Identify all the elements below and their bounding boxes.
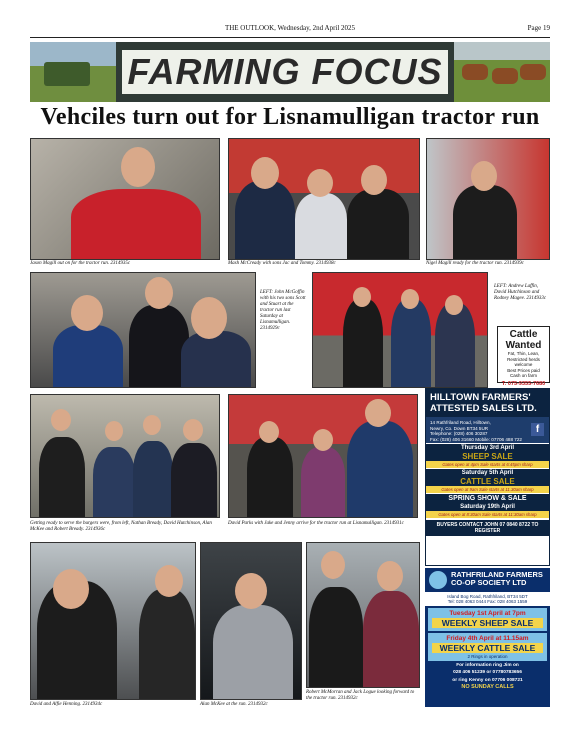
photo-alan-mckee	[200, 542, 302, 700]
figure-head	[145, 277, 173, 309]
figure	[129, 305, 189, 387]
caption-6: Getting ready to serve the burgers were, from left, Nathan Bready, David Hutchinson, Alan McKee and Robert Bready. 2314936c	[30, 521, 212, 532]
caption-3: Nigel Magill ready for the tractor run. 2314939c	[426, 261, 524, 266]
figure-head	[471, 161, 497, 191]
coop-logo-icon	[429, 571, 447, 589]
sale-date: Tuesday 1st April at 7pm	[449, 610, 526, 617]
figure-head	[235, 573, 267, 609]
running-head-title: THE OUTLOOK, Wednesday, 2nd April 2025	[224, 24, 356, 32]
sale-note: 2 Rings in operation	[467, 654, 508, 659]
address-line: 14 Rathfriland Road, Hilltown,	[430, 420, 491, 425]
photo-david-parks	[228, 394, 418, 518]
figure-head	[105, 421, 123, 441]
sale-date: Friday 4th April at 11.15am	[446, 635, 529, 642]
caption-10: Robert McMorran and Jack Logue looking forward to the tractor run. 2314932c	[306, 690, 415, 701]
ad-title: RATHFRILAND FARMERS CO-OP SOCIETY LTD	[451, 570, 543, 587]
top-rule	[30, 37, 550, 38]
sale-date: Saturday 5th April	[426, 469, 549, 477]
figure-head	[313, 429, 333, 451]
photo-mcgoffin-family	[30, 272, 256, 388]
figure	[71, 189, 201, 259]
cattle-wanted-ad	[497, 326, 550, 387]
ad-title: Wanted	[505, 340, 542, 351]
figure-head	[53, 569, 89, 609]
photo-nigel-magill	[426, 138, 550, 260]
sale-name: CATTLE SALE	[426, 477, 549, 486]
figure	[39, 437, 85, 517]
address-line: Telephone: (028) 406 30287	[430, 431, 488, 437]
photo-laffin-hutchinson-magee	[312, 272, 488, 388]
caption-2: Mash McCready with sons Jac and Tommy. 2314938c	[228, 261, 336, 266]
address-line: Island Bog Road, Rathfriland, BT34 5DT	[447, 594, 528, 599]
figure	[53, 325, 123, 387]
figure	[391, 299, 431, 387]
sale-date: Thursday 3rd April	[426, 444, 549, 452]
ad-phone: T: 075-9355-7680	[501, 380, 546, 387]
hilltown-sales-ad	[425, 388, 550, 566]
figure-head	[307, 169, 333, 197]
figure-head	[121, 147, 155, 187]
ad-line: Best Prices paid	[507, 367, 540, 373]
photo-jason-magill	[30, 138, 220, 260]
figure-head	[353, 287, 371, 307]
sale-note: Gates open at 9am Sale starts at 11.30am sharp	[426, 486, 549, 493]
figure	[301, 447, 345, 517]
section-title: FARMING FOCUS	[122, 50, 448, 94]
sale-note: Gates open at 4pm Sale starts at 6:45pm sharp	[426, 461, 549, 468]
figure-head	[183, 419, 203, 441]
sale-panel	[428, 608, 547, 631]
figure	[295, 193, 347, 259]
caption-8: David and Alfie Henning. 2314934c	[30, 702, 103, 707]
figure-head	[155, 565, 183, 597]
figure	[363, 591, 419, 687]
figure-head	[361, 165, 387, 195]
caption-4: LEFT: John McGoffin with his two sons Scott and Stuart at the tractor run last Saturday at Lisnamulligan. 2314929c	[260, 290, 306, 331]
farming-focus-banner	[30, 42, 550, 102]
figure	[247, 437, 293, 517]
sale-panel	[428, 633, 547, 661]
ad-footer: BUYERS CONTACT JOHN 07 0840 8722 TO REGISTER	[426, 520, 549, 536]
address-line: Newry, Co. Down BT34 5UR	[430, 425, 489, 431]
figure	[309, 587, 363, 687]
ad-footer: NO SUNDAY CALLS	[461, 684, 514, 691]
ad-address	[426, 417, 549, 443]
figure-head	[259, 421, 279, 443]
figure-head	[321, 551, 345, 579]
phone-line: Tel: 028 4063 0444 Fax: 028 4063 1559	[447, 599, 528, 604]
figure-head	[401, 289, 419, 309]
tractor-graphic	[44, 62, 90, 86]
sale-name: SPRING SHOW & SALE	[426, 494, 549, 503]
sale-name: SHEEP SALE	[426, 452, 549, 461]
figure	[139, 589, 195, 699]
ad-line: Restricted herds welcome	[507, 356, 540, 367]
figure	[343, 299, 383, 387]
ad-title: Cattle	[509, 329, 538, 340]
figure	[347, 189, 409, 259]
rathfriland-coop-ad	[425, 568, 550, 707]
figure	[181, 331, 251, 387]
figure-head	[71, 295, 103, 331]
photo-david-alfie-henning	[30, 542, 196, 700]
ad-line: Fat, Thin, Lean,	[507, 351, 540, 356]
cow-graphic	[520, 64, 546, 80]
figure	[435, 303, 475, 387]
photo-burger-volunteers	[30, 394, 220, 518]
figure	[235, 181, 295, 259]
caption-5: LEFT: Andrew Laffin, David Hutchinson and Rodney Magee. 2314933c	[494, 284, 547, 301]
figure	[213, 605, 293, 699]
figure	[347, 421, 413, 517]
figure	[93, 447, 135, 517]
contact-line: or ring Kenny on 07706 008721	[452, 677, 523, 683]
running-head	[30, 24, 550, 36]
caption-7: David Parks with Jake and Jenny arrive for the tractor run at Lisnamulligan. 2314931c	[228, 521, 404, 526]
facebook-icon: f	[531, 423, 544, 436]
contact-line: For information ring Jim on	[456, 663, 519, 668]
figure-head	[377, 561, 403, 591]
figure-head	[251, 157, 279, 189]
sale-date: Saturday 19th April	[426, 503, 549, 511]
cow-graphic	[462, 64, 488, 80]
caption-9: Alan McKee at the run. 2314932c	[200, 702, 268, 707]
photo-mash-mccready	[228, 138, 420, 260]
figure	[133, 441, 173, 517]
ad-line: Cash on farm	[509, 373, 537, 378]
ad-title: HILLTOWN FARMERS' ATTESTED SALES LTD.	[426, 389, 549, 417]
page-number: Page 19	[527, 24, 550, 32]
contact-line: 028 406 51239 or 07780783656	[453, 670, 522, 676]
ad-address	[425, 592, 550, 606]
sale-note: Gates open at 8:30am Sale starts at 11:30am sharp	[426, 511, 549, 518]
figure-head	[143, 415, 161, 435]
figure	[171, 443, 217, 517]
figure-head	[445, 295, 463, 315]
banner-photo-cattle	[454, 42, 550, 102]
sale-name: WEEKLY CATTLE SALE	[432, 643, 543, 653]
address-line: Fax: (028) 406 31660 Mobile: 07706 488 722	[430, 436, 522, 442]
banner-photo-harvester	[30, 42, 116, 102]
sale-name: WEEKLY SHEEP SALE	[432, 618, 543, 628]
headline: Vehciles turn out for Lisnamulligan tractor run	[40, 104, 540, 130]
figure-head	[51, 409, 71, 431]
caption-1: Jason Magill out on for the tractor run. 2314935c	[30, 261, 131, 266]
figure-head	[191, 297, 227, 339]
cow-graphic	[492, 68, 518, 84]
photo-mcmorran-logue	[306, 542, 420, 688]
figure	[453, 185, 517, 259]
figure-head	[365, 399, 391, 427]
